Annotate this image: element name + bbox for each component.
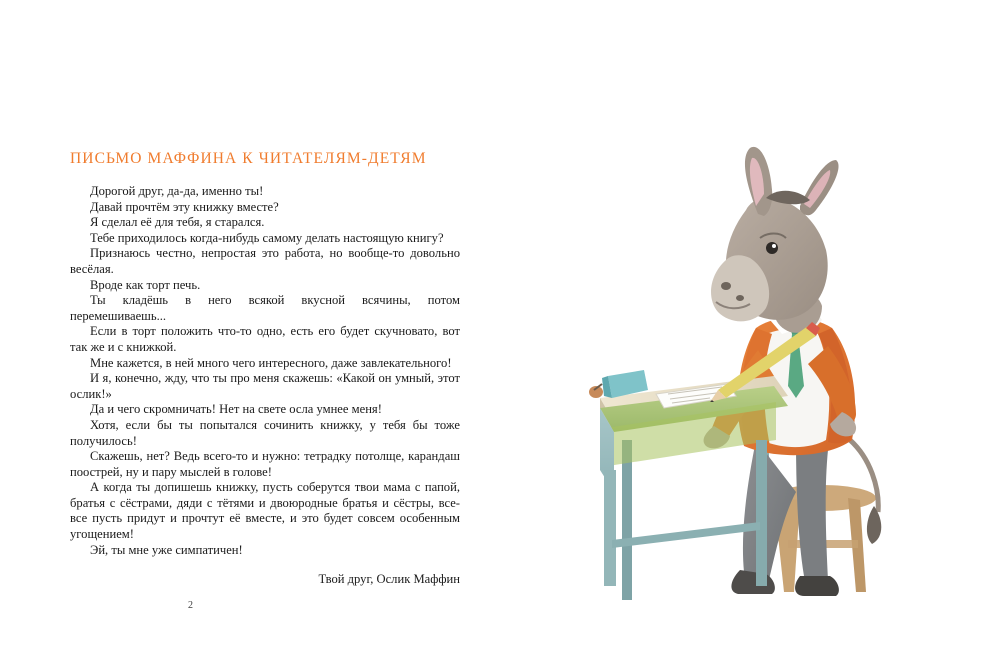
page-number: 2 bbox=[188, 600, 193, 611]
paragraph: А когда ты допишешь книжку, пусть соберутся твои мама с папой, братья с сёстрами, дяди с тётями и двоюродные братья и сёстры, все-все пусть придут и прочтут её вместе, и это будет совсем особенным угощением! bbox=[70, 480, 460, 542]
paragraph: Дорогой друг, да-да, именно ты! bbox=[90, 184, 264, 198]
letter-text-column bbox=[70, 150, 460, 588]
paragraph: Да и чего скромничать! Нет на свете осла умнее меня! bbox=[90, 402, 382, 417]
letter-signature: Твой друг, Ослик Маффин bbox=[318, 572, 460, 587]
paragraph: Тебе приходилось когда-нибудь самому делать настоящую книгу? bbox=[90, 230, 444, 245]
paragraph: Я сделал её для тебя, я старался. bbox=[90, 215, 265, 230]
paragraph: Вроде как торт печь. bbox=[90, 277, 201, 292]
paragraph: Давай прочтём эту книжку вместе? bbox=[90, 199, 279, 214]
page-title: ПИСЬМО МАФФИНА К ЧИТАТЕЛЯМ-ДЕТЯМ bbox=[70, 150, 427, 167]
donkey-writing-at-desk-illustration bbox=[560, 140, 960, 600]
paragraph: Эй, ты мне уже симпатичен! bbox=[90, 542, 243, 557]
paragraph: Признаюсь честно, непростая это работа, но вообще-то довольно весёлая. bbox=[70, 246, 460, 276]
paragraph: Скажешь, нет? Ведь всего-то и нужно: тетрадку потолще, карандаш поострей, ну и пару мыслей в голове! bbox=[70, 449, 460, 479]
paragraph: Хотя, если бы ты попытался сочинить книжку, у тебя бы тоже получилось! bbox=[70, 417, 460, 448]
paragraph: Ты кладёшь в него всякой вкусной всячины, потом перемешиваешь... bbox=[70, 293, 460, 323]
paragraph: Мне кажется, в ней много чего интересного, даже завлекательного! bbox=[90, 355, 452, 370]
paragraph: И я, конечно, жду, что ты про меня скажешь: «Какой он умный, этот ослик!» bbox=[70, 371, 460, 401]
paragraph: Если в торт положить что-то одно, есть его будет скучновато, вот так же и с книжкой. bbox=[70, 324, 460, 354]
letter-body bbox=[70, 184, 460, 558]
